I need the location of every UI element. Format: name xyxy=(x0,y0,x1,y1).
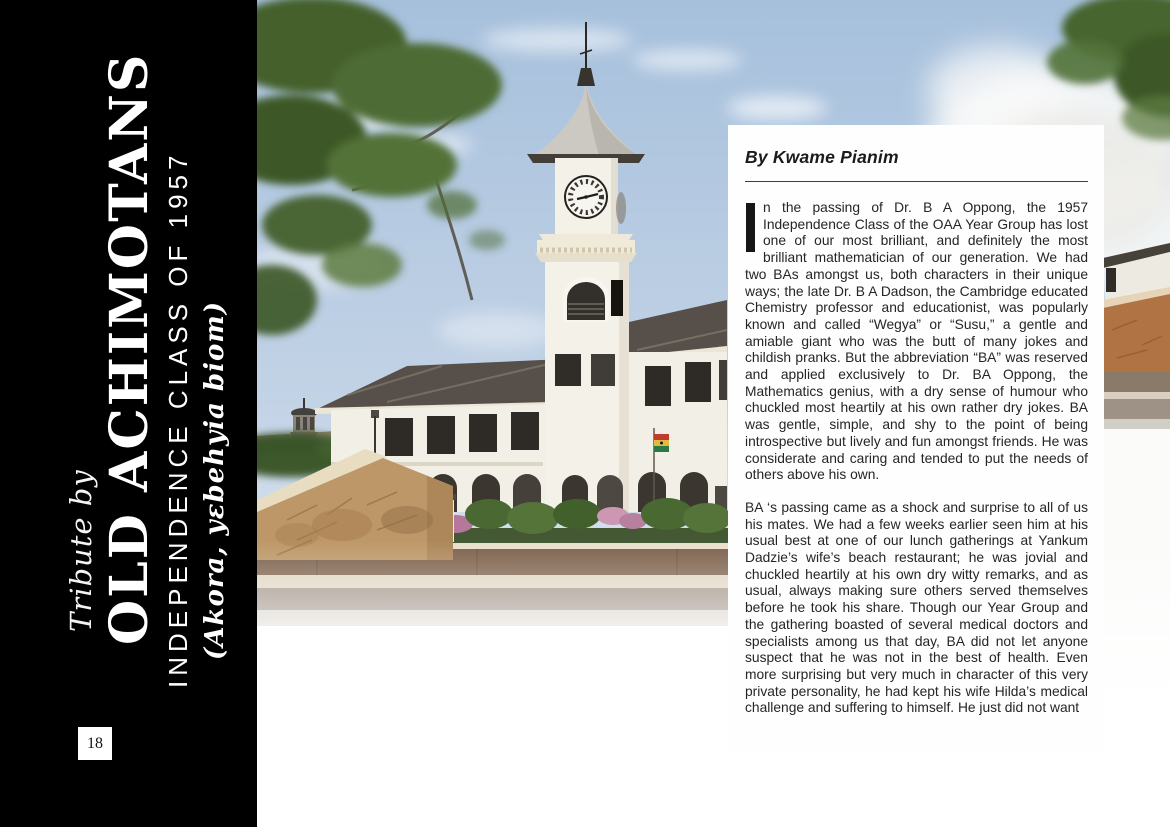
tribute-by-label: Tribute by xyxy=(64,469,98,632)
paragraph-2: BA ‘s passing came as a shock and surprise to all of us his mates. We had a few weeks earlier seen him at his usual best at one of our lunch gatherings at Yankum Dadzie’s wife’s beach restaurant; he was jovial and chuckled heartily at his own dry witty remarks, and as usual, always making sure others served themselves before he took his share. Though our Year Group and the gathering boasted of several medical doctors and specialists among us that day, BA did not let anyone suspect that he was not in the best of health. Even more surprising but very much in character of this very private personality, he had kept his wife Hilda’s medical challenge and suffering to himself. He just did not want xyxy=(745,499,1088,716)
paragraph-1 xyxy=(745,200,1088,484)
drop-cap xyxy=(746,203,755,252)
article-body xyxy=(745,200,1088,717)
paragraph-1-text: n the passing of Dr. B A Oppong, the 1957 Independence Class of the OAA Year Group has lost one of our most brilliant, and definitely the most brilliant mathematician of our generation. We had two BAs amongst us, both characters in their unique ways; the late Dr. B A Dadson, the Cambridge educated Chemistry professor and educationist, was popularly known and called “Wegya” or “Susu,” a gentle and amiable giant who was the butt of many jokes and childish pranks. But the abbreviation “BA” was reserved and applied exclusively to Dr. BA Oppong, the Mathematics genius, with a dry sense of humour who chuckled most heartily at his own rather dry jokes. BA was gentle, simple, and shy to the point of being introspective but lively and fun amongst friends. He was considerate and caring and tended to put the needs of others above his own. xyxy=(745,200,1088,483)
sidebar-rotated-text xyxy=(62,52,237,700)
sidebar-motto: (Akora, yɛbehyia biom) xyxy=(200,300,230,660)
page-number-badge xyxy=(78,727,112,760)
byline: By Kwame Pianim xyxy=(745,147,899,167)
sidebar xyxy=(0,0,257,827)
sidebar-title: OLD ACHIMOTANS xyxy=(99,52,160,645)
byline-rule xyxy=(745,181,1088,182)
page-number: 18 xyxy=(87,734,103,752)
article-panel xyxy=(728,125,1104,753)
sidebar-subtitle: INDEPENDENCE CLASS OF 1957 xyxy=(163,150,193,688)
